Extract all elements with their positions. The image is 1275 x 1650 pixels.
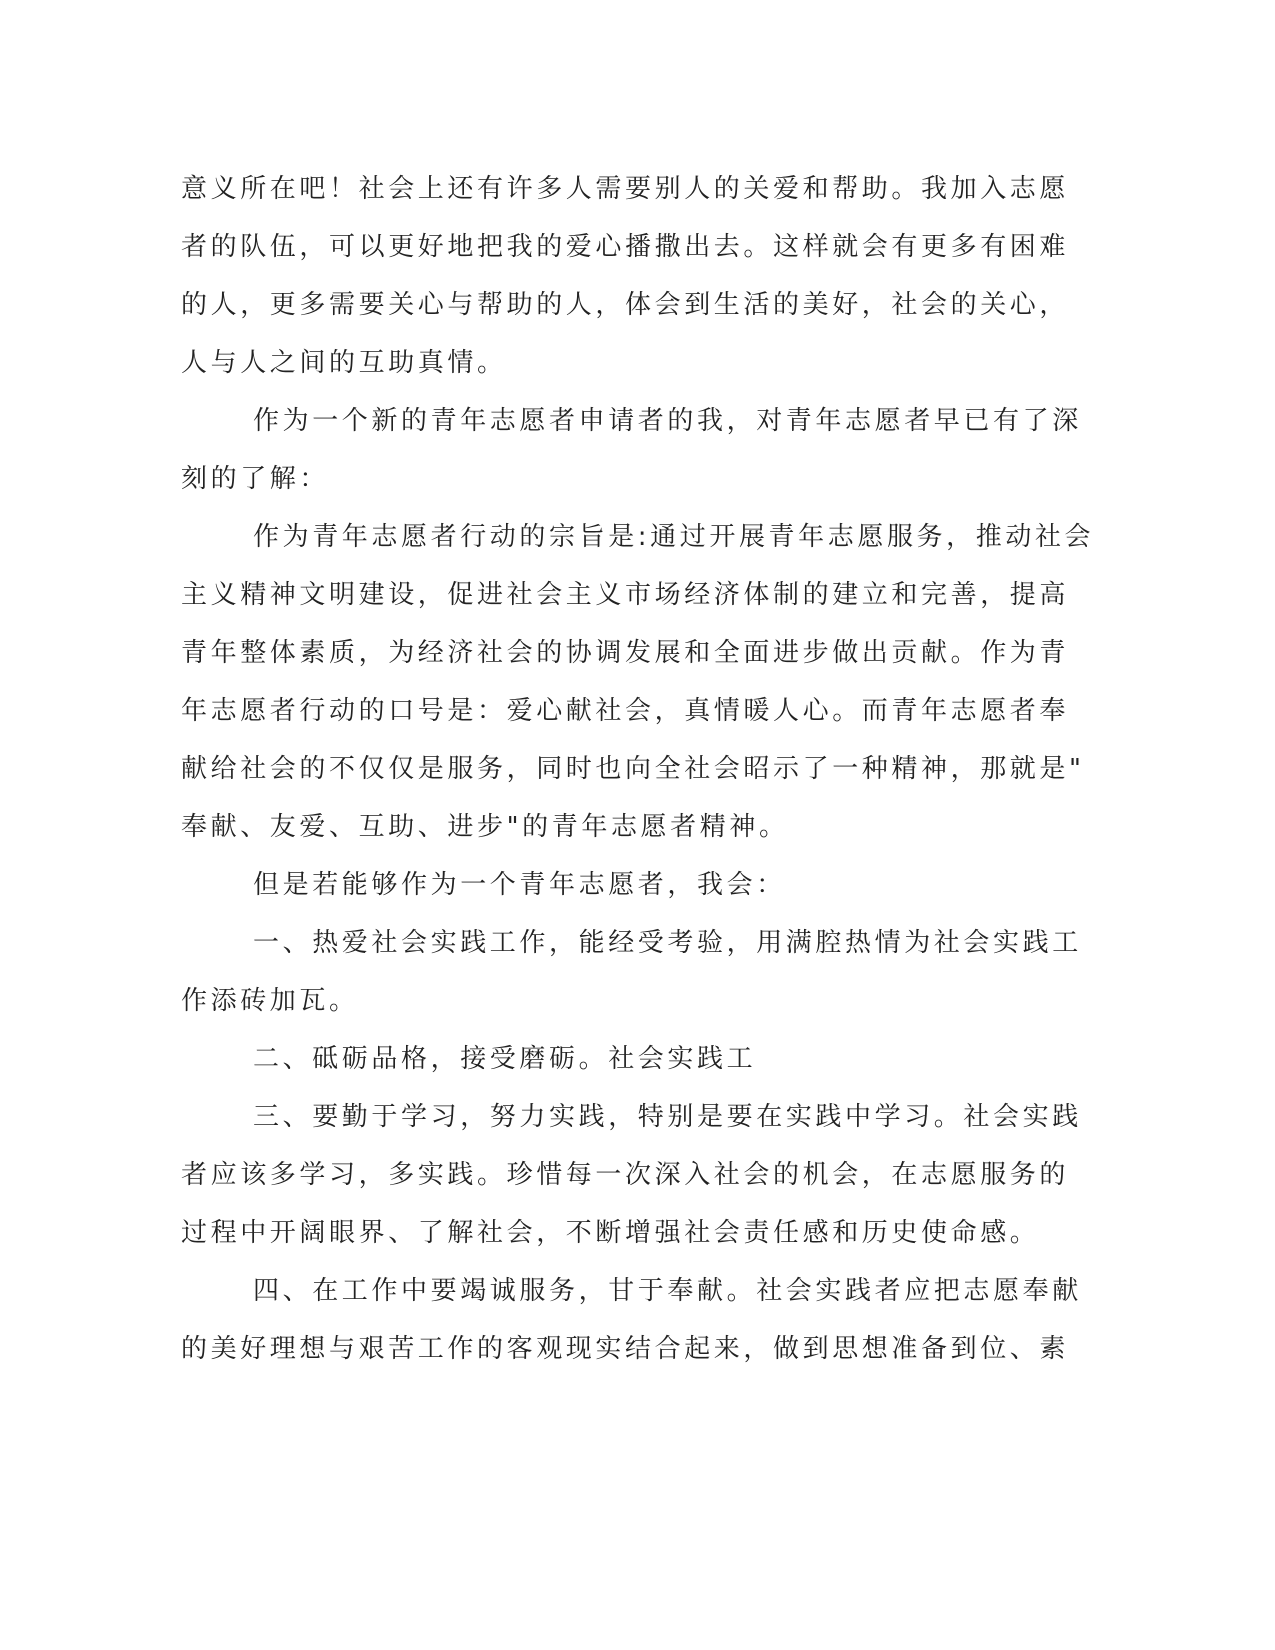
- text-line: 刻的了解：: [181, 464, 330, 494]
- text-line: 献给社会的不仅仅是服务，同时也向全社会昭示了一种精神，那就是": [181, 754, 1085, 784]
- text-line: 人与人之间的互助真情。: [181, 348, 507, 378]
- list-item-first-line: 一、热爱社会实践工作，能经受考验，用满腔热情为社会实践工: [253, 928, 1082, 958]
- text-line: 主义精神文明建设，促进社会主义市场经济体制的建立和完善，提高: [181, 580, 1070, 610]
- list-item-first-line: 三、要勤于学习，努力实践，特别是要在实践中学习。社会实践: [253, 1102, 1082, 1132]
- text-line: 者的队伍，可以更好地把我的爱心播撒出去。这样就会有更多有困难: [181, 232, 1070, 262]
- text-line: 过程中开阔眼界、了解社会，不断增强社会责任感和历史使命感。: [181, 1218, 1040, 1248]
- paragraph-first-line: 作为一个新的青年志愿者申请者的我，对青年志愿者早已有了深: [253, 406, 1082, 436]
- text-line: 的美好理想与艰苦工作的客观现实结合起来，做到思想准备到位、素: [181, 1334, 1070, 1364]
- paragraph-first-line: 作为青年志愿者行动的宗旨是:通过开展青年志愿服务，推动社会: [253, 522, 1095, 552]
- text-line: 的人，更多需要关心与帮助的人，体会到生活的美好，社会的关心，: [181, 290, 1070, 320]
- list-item-first-line: 二、砥砺品格，接受磨砺。社会实践工: [253, 1044, 757, 1074]
- text-line: 者应该多学习，多实践。珍惜每一次深入社会的机会，在志愿服务的: [181, 1160, 1070, 1190]
- text-line: 青年整体素质，为经济社会的协调发展和全面进步做出贡献。作为青: [181, 638, 1070, 668]
- list-item-first-line: 四、在工作中要竭诚服务，甘于奉献。社会实践者应把志愿奉献: [253, 1276, 1082, 1306]
- text-line: 意义所在吧！社会上还有许多人需要别人的关爱和帮助。我加入志愿: [181, 174, 1070, 204]
- text-line: 作添砖加瓦。: [181, 986, 359, 1016]
- text-line: 年志愿者行动的口号是：爱心献社会，真情暖人心。而青年志愿者奉: [181, 696, 1070, 726]
- text-line: 奉献、友爱、互助、进步"的青年志愿者精神。: [181, 812, 789, 842]
- document-body: [181, 160, 1095, 1378]
- paragraph-first-line: 但是若能够作为一个青年志愿者，我会：: [253, 870, 786, 900]
